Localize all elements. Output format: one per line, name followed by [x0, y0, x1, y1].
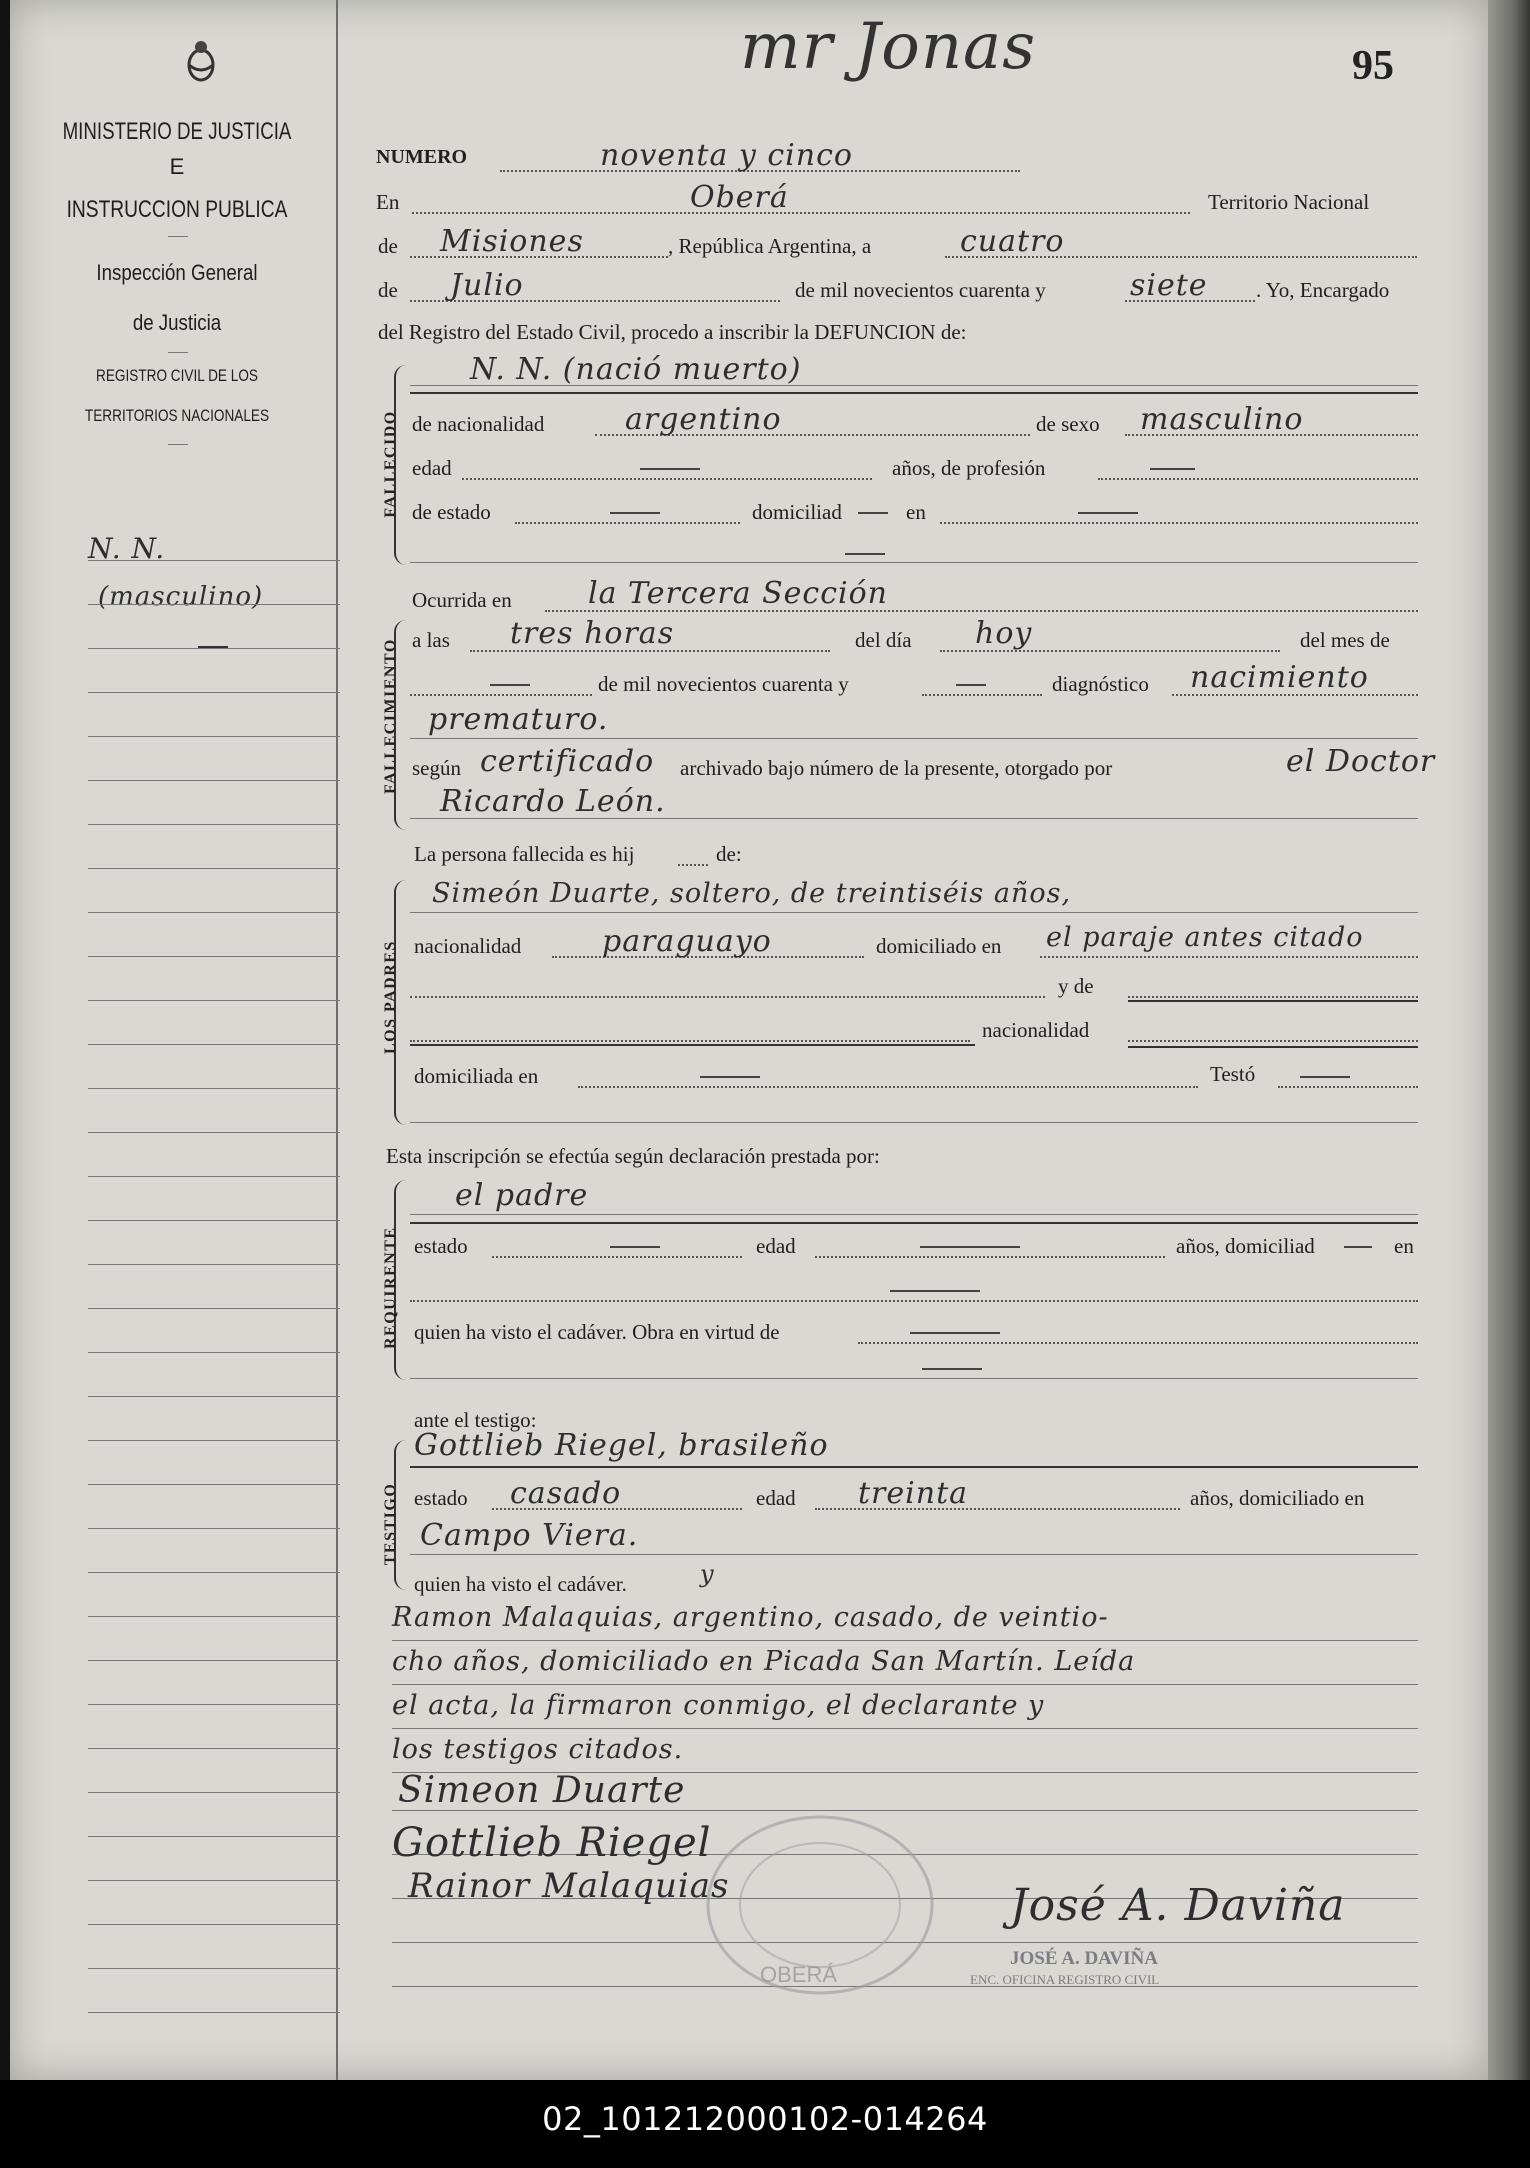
margin-rule: [88, 1088, 340, 1089]
fallecido-sexo-value: masculino: [1140, 402, 1304, 437]
continuation-line-3: el acta, la firmaron conmigo, el declarante y: [392, 1690, 1045, 1721]
signature-2: Gottlieb Riegel: [392, 1820, 712, 1866]
margin-note-2: (masculino): [98, 582, 264, 612]
signature-3: Rainor Malaquias: [408, 1866, 730, 1906]
margin-rule: [88, 780, 340, 781]
registry-line-1: REGISTRO CIVIL DE LOS: [96, 366, 258, 385]
margin-rule: [88, 1924, 340, 1925]
footer-bar: [0, 2080, 1530, 2168]
mes-value: Julio: [450, 268, 524, 303]
dia-value: hoy: [975, 616, 1033, 651]
requirente-intro: Esta inscripción se efectúa según declaración prestada por:: [386, 1144, 880, 1168]
en-label: En: [376, 190, 400, 214]
section-fallecido: FALLECIDO: [382, 410, 399, 518]
sidebar: [18, 0, 338, 2080]
testo-label: Testó: [1210, 1062, 1256, 1086]
margin-rule: [88, 1308, 340, 1309]
margin-rule: [88, 692, 340, 693]
margin-rule: [88, 1880, 340, 1881]
fallecido-nacionalidad-label: de nacionalidad: [412, 412, 545, 436]
fallecido-domiciliado-label: domiciliad: [752, 500, 842, 524]
margin-rule: [88, 1352, 340, 1353]
margin-rule: [88, 736, 340, 737]
domiciliada-label: domiciliada en: [414, 1064, 539, 1088]
segun-label: según: [412, 756, 461, 780]
margin-rule: [88, 1176, 340, 1177]
margin-rule: [88, 1484, 340, 1485]
ocurrida-value: la Tercera Sección: [588, 576, 888, 611]
margin-rule: [88, 1528, 340, 1529]
margin-rule: [88, 912, 340, 913]
requirente-en-label: en: [1394, 1234, 1414, 1258]
margin-rule: [88, 1044, 340, 1045]
page-number: 95: [1352, 43, 1394, 89]
territorio-label: Territorio Nacional: [1208, 190, 1370, 214]
yo-label: . Yo, Encargado: [1256, 278, 1390, 302]
testigo-edad-label: edad: [756, 1486, 796, 1510]
margin-rule: [88, 1792, 340, 1793]
en-value: Oberá: [690, 180, 789, 215]
testigo-edad-value: treinta: [858, 1476, 969, 1511]
fallecimiento-anio-label: de mil novecientos cuarenta y: [598, 672, 849, 696]
continuation-line-4: los testigos citados.: [392, 1734, 684, 1765]
padre-value: Simeón Duarte, soltero, de treintiséis años,: [432, 878, 1072, 909]
ministry-line-3: INSTRUCCION PUBLICA: [66, 196, 288, 223]
continuation-line-2: cho años, domiciliado en Picada San Martín. Leída: [392, 1646, 1136, 1677]
padres-nacionalidad2-label: nacionalidad: [982, 1018, 1090, 1042]
coat-of-arms-icon: [181, 35, 221, 85]
stamp-title: ENC. OFICINA REGISTRO CIVIL: [970, 1972, 1160, 1987]
requirente-edad-label: edad: [756, 1234, 796, 1258]
anio-value: siete: [1130, 268, 1208, 303]
margin-rule: [88, 604, 340, 605]
section-requirente: REQUIRENTE: [382, 1226, 399, 1349]
anio-label: de mil novecientos cuarenta y: [795, 278, 1046, 302]
header-scrawl: mr Jonas: [740, 10, 1037, 84]
de2-label: de: [378, 278, 398, 302]
diagnostico-label: diagnóstico: [1052, 672, 1149, 696]
fallecido-estado-label: de estado: [412, 500, 491, 524]
requirente-anios-label: años, domiciliad: [1176, 1234, 1315, 1258]
padres-domiciliado-label: domiciliado en: [876, 934, 1002, 958]
margin-rule: [88, 1132, 340, 1133]
stamp-name: JOSÉ A. DAVIÑA: [1010, 1948, 1158, 1969]
diagnostico-value-2: prematuro.: [428, 702, 609, 737]
hijo-label: La persona fallecida es hij: [414, 842, 635, 866]
ocurrida-label: Ocurrida en: [412, 588, 512, 612]
section-testigo: TESTIGO: [382, 1482, 399, 1566]
diagnostico-value-1: nacimiento: [1190, 660, 1369, 695]
fallecido-sexo-label: de sexo: [1036, 412, 1100, 436]
margin-rule: [88, 956, 340, 957]
requirente-estado-label: estado: [414, 1234, 468, 1258]
registro-label: del Registro del Estado Civil, procedo a inscribir la DEFUNCION de:: [378, 320, 967, 344]
testigo-estado-value: casado: [510, 1476, 622, 1511]
padres-domiciliado-value: el paraje antes citado: [1046, 922, 1364, 953]
margin-rule: [88, 1660, 340, 1661]
testigo-estado-label: estado: [414, 1486, 468, 1510]
testigo-domicilio: Campo Viera.: [420, 1518, 639, 1553]
margin-rule: [88, 824, 340, 825]
continuation-line-1: Ramon Malaquias, argentino, casado, de veintio-: [392, 1602, 1109, 1633]
seal-text: OBERÁ: [760, 1962, 838, 1987]
footer-id: 02_101212000102-014264: [542, 2100, 988, 2138]
fallecido-en-label: en: [906, 500, 926, 524]
ministry-line-2: E: [169, 154, 185, 179]
otorgado-value: el Doctor: [1286, 744, 1436, 779]
margin-rule: [88, 1264, 340, 1265]
margin-rule: [88, 1704, 340, 1705]
testigo-anios-label: años, domiciliado en: [1190, 1486, 1365, 1510]
testigo-ante-label: ante el testigo:: [414, 1408, 537, 1432]
book-edge: [1488, 0, 1530, 2080]
fallecido-nombre: N. N. (nació muerto): [470, 352, 802, 387]
inspection-line-2: de Justicia: [132, 310, 222, 335]
margin-rule: [88, 868, 340, 869]
margin-rule: [88, 1000, 340, 1001]
dia-value: cuatro: [960, 224, 1065, 259]
hora-value: tres horas: [510, 616, 675, 651]
fallecido-nacionalidad-value: argentino: [625, 402, 782, 437]
del-dia-label: del día: [855, 628, 912, 652]
archivado-label: archivado bajo número de la presente, otorgado por: [680, 756, 1113, 780]
margin-rule: [88, 1396, 340, 1397]
margin-rule: [88, 1968, 340, 1969]
margin-note-1: N. N.: [88, 532, 166, 565]
numero-label: NUMERO: [376, 146, 468, 168]
requirente-visto-label: quien ha visto el cadáver. Obra en virtud de: [414, 1320, 780, 1344]
testigo-nombre: Gottlieb Riegel, brasileño: [414, 1428, 829, 1463]
de-label: de: [378, 234, 398, 258]
section-padres: LOS PADRES: [382, 940, 399, 1054]
inspection-line-1: Inspección General: [96, 260, 258, 285]
section-fallecimiento: FALLECIMIENTO: [382, 638, 399, 794]
registry-line-2: TERRITORIOS NACIONALES: [84, 406, 270, 425]
margin-rule: [88, 2012, 340, 2013]
a-las-label: a las: [412, 628, 450, 652]
signature-1: Simeon Duarte: [398, 1770, 686, 1811]
territorio-value: Misiones: [440, 224, 584, 259]
testigo-y-value: y: [700, 1560, 715, 1588]
margin-rule: [88, 1572, 340, 1573]
margin-rule: [88, 1836, 340, 1837]
fallecido-profesion-label: años, de profesión: [892, 456, 1046, 480]
hijo-suffix: de:: [716, 842, 742, 866]
doctor-value: Ricardo León.: [440, 784, 666, 819]
official-signature: José A. Daviña: [1010, 1880, 1346, 1931]
testigo-visto-label: quien ha visto el cadáver.: [414, 1572, 627, 1596]
del-mes-label: del mes de: [1300, 628, 1390, 652]
official-seal: [700, 1810, 940, 2000]
margin-rule: [88, 648, 340, 649]
margin-rule: [88, 1440, 340, 1441]
margin-rule: [88, 1616, 340, 1617]
margin-rule: [88, 1748, 340, 1749]
ministry-line-1: MINISTERIO DE JUSTICIA: [62, 118, 292, 145]
numero-value: noventa y cinco: [600, 138, 853, 173]
margin-rule: [88, 1220, 340, 1221]
republica-label: , República Argentina, a: [668, 234, 872, 258]
segun-value: certificado: [480, 744, 655, 779]
fallecido-edad-label: edad: [412, 456, 452, 480]
requirente-nombre: el padre: [455, 1178, 589, 1213]
y-de-label: y de: [1058, 974, 1094, 998]
margin-rule: [88, 560, 340, 561]
padres-nacionalidad-value: paraguayo: [602, 924, 772, 959]
padres-nacionalidad-label: nacionalidad: [414, 934, 522, 958]
